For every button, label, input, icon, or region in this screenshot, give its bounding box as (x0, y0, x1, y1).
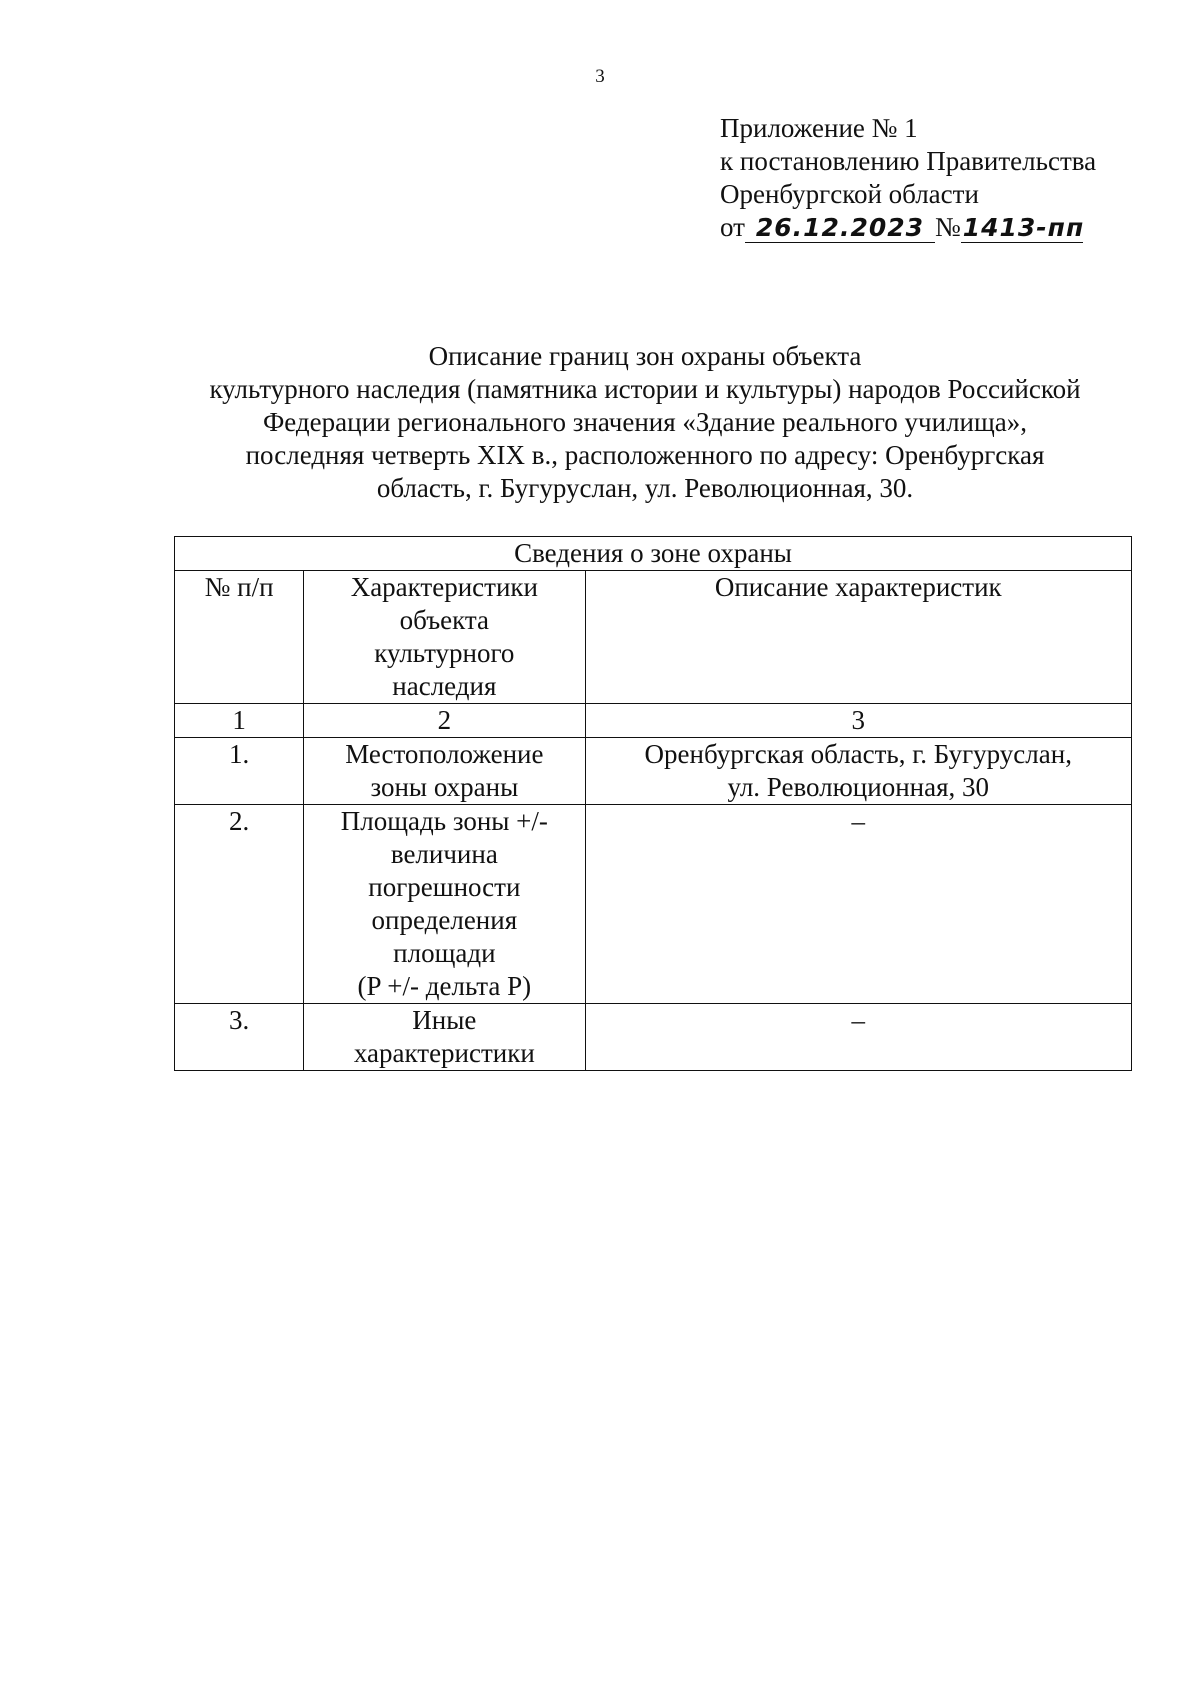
handwritten-number: 1413-пп (962, 213, 1085, 242)
table-caption: Сведения о зоне охраны (175, 537, 1132, 571)
appendix-date-line (720, 211, 1096, 244)
row-number: 3. (175, 1004, 304, 1071)
header-line: объекта (399, 605, 490, 635)
appendix-block (720, 112, 1096, 244)
header-number: № п/п (175, 571, 304, 704)
cell-line: характеристики (353, 1038, 535, 1068)
zone-info-table (174, 536, 1132, 1071)
title-line: последняя четверть XIX в., расположенного по адресу: Оренбургская (245, 440, 1045, 470)
cell-line: – (851, 806, 865, 836)
appendix-region: Оренбургской области (720, 179, 979, 209)
row-number: 1. (175, 738, 304, 805)
row-description (585, 805, 1131, 1004)
table-row (175, 1004, 1132, 1071)
row-number: 2. (175, 805, 304, 1004)
number-prefix: № (934, 212, 961, 242)
title-line: Описание границ зон охраны объекта (428, 341, 862, 371)
cell-line: Оренбургская область, г. Бугуруслан, (644, 739, 1072, 769)
row-characteristic (304, 805, 585, 1004)
column-number: 3 (585, 704, 1131, 738)
header-description: Описание характеристик (585, 571, 1131, 704)
cell-line: величина (390, 839, 498, 869)
column-number: 2 (304, 704, 585, 738)
table-row (175, 738, 1132, 805)
cell-line: зоны охраны (370, 772, 519, 802)
title-line: Федерации регионального значения «Здание реального училища», (262, 407, 1028, 437)
column-number: 1 (175, 704, 304, 738)
cell-line: Площадь зоны +/- (340, 806, 548, 836)
cell-line: – (851, 1005, 865, 1035)
header-line: культурного (374, 638, 515, 668)
appendix-reference: к постановлению Правительства (720, 146, 1097, 176)
title-line: культурного наследия (памятника истории и культуры) народов Российской (209, 374, 1081, 404)
header-line: Характеристики (350, 572, 538, 602)
cell-line: ул. Революционная, 30 (727, 772, 989, 802)
cell-line: Местоположение (345, 739, 544, 769)
header-line: наследия (392, 671, 497, 701)
row-characteristic (304, 1004, 585, 1071)
document-title (150, 340, 1140, 505)
table-row (175, 805, 1132, 1004)
cell-line: (P +/- дельта P) (357, 971, 532, 1001)
header-characteristics (304, 571, 585, 704)
row-characteristic (304, 738, 585, 805)
cell-line: погрешности (368, 872, 521, 902)
row-description (585, 738, 1131, 805)
column-numbering-row (175, 704, 1132, 738)
title-line: область, г. Бугуруслан, ул. Революционная, 30. (376, 473, 914, 503)
cell-line: определения (371, 905, 518, 935)
table-header-row (175, 571, 1132, 704)
appendix-title: Приложение № 1 (720, 113, 918, 143)
table-caption-row (175, 537, 1132, 571)
cell-line: Иные (412, 1005, 477, 1035)
row-description (585, 1004, 1131, 1071)
date-prefix: от (720, 212, 745, 242)
handwritten-date: 26.12.2023 (745, 214, 935, 243)
cell-line: площади (393, 938, 496, 968)
page-number: 3 (595, 66, 605, 87)
